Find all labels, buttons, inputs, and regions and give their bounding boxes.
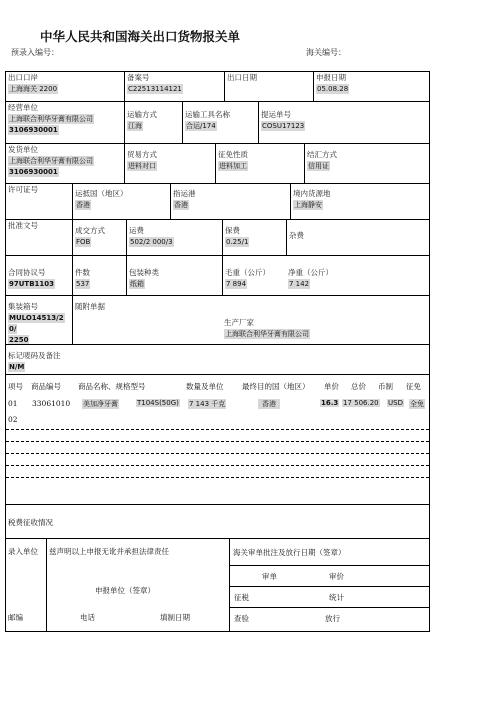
row-consignor <box>6 144 429 184</box>
pieces-cell: 件数 537 <box>72 256 126 295</box>
postcode-label: 邮编 <box>8 613 23 622</box>
goods-header-currency: 币制 <box>378 382 393 391</box>
price-review-label: 审价 <box>329 572 344 581</box>
source-value: 上海静安 <box>294 201 322 209</box>
goods-header-name: 商品名称、规格型号 <box>78 382 146 391</box>
tax-cell <box>6 505 429 538</box>
statistics-label: 统计 <box>329 593 344 602</box>
goods-row-item: 01 <box>8 399 18 408</box>
statement-text: 兹声明以上申报无讹并承担法律责任 <box>49 547 169 556</box>
consignor-code: 3106930001 <box>9 168 58 176</box>
tax-label: 税费征收情况 <box>8 518 53 527</box>
export-port-cell: 出口口岸 上海海关 2200 <box>8 73 58 93</box>
container-value-line3: 2250 <box>9 336 29 344</box>
goods-row-2-item: 02 <box>8 415 18 424</box>
row-weight <box>6 256 429 296</box>
consignor-value: 上海联合利华牙膏有限公司 <box>9 157 93 165</box>
dashed-separator <box>6 465 429 466</box>
goods-row-total: 17 506.20 <box>343 399 379 407</box>
net-value: 7 142 <box>289 280 310 288</box>
container-cell: 集装箱号 MULO14513/2 0/ 2250 <box>8 302 64 344</box>
review-row <box>230 566 429 587</box>
operator-cell: 经营单位 上海联合利华牙膏有限公司 3106930001 <box>8 103 93 134</box>
gross-value: 7 894 <box>226 280 247 288</box>
release-label: 放行 <box>325 614 340 623</box>
license-cell: 许可证号 <box>8 185 38 194</box>
approval-title-cell <box>230 539 429 566</box>
dest-port-cell: 指运港 香港 <box>170 184 290 219</box>
goods-row-1 <box>8 399 429 412</box>
declare-unit-label: 申报单位（签章） <box>95 586 155 595</box>
approval-title: 海关审单批注及放行日期（签章） <box>233 548 346 557</box>
record-no-cell: 备案号 C22513114121 <box>124 72 224 101</box>
trade-value: 进料对口 <box>128 162 156 170</box>
goods-row-spec: T104S(50G) <box>137 399 179 407</box>
insurance-value: 0.25/1 <box>226 238 249 246</box>
container-value-line2: 0/ <box>9 325 17 333</box>
goods-row-name: 美加净牙膏 <box>83 400 118 408</box>
goods-header-item: 项号 <box>8 382 23 391</box>
goods-row-qty: 7 143 千克 <box>189 400 226 408</box>
bl-value: COSU17123 <box>262 122 305 130</box>
tax-levy-label: 征税 <box>234 593 249 602</box>
inspection-row <box>230 608 429 631</box>
contract-value: 97UTB1103 <box>9 280 55 288</box>
transport-cell: 运输方式 江海 <box>124 102 182 143</box>
settlement-cell: 结汇方式 信用证 <box>304 144 429 183</box>
trade-cell: 贸易方式 进料对口 <box>124 144 215 183</box>
operator-code: 3106930001 <box>9 126 58 134</box>
misc-cell: 杂费 <box>286 220 429 255</box>
pieces-value: 537 <box>76 280 90 288</box>
declare-date-value: 05.08.28 <box>317 85 349 93</box>
declare-date-cell: 申报日期 05.08.28 <box>313 72 429 101</box>
goods-row-price: 16.3 <box>321 399 339 407</box>
record-no-value: C22513114121 <box>128 85 182 93</box>
transport-value: 江海 <box>128 122 142 130</box>
bl-cell: 提运单号 COSU17123 <box>258 102 429 143</box>
phone-label: 电话 <box>80 613 95 622</box>
goods-row-dest: 香港 <box>258 399 280 409</box>
dest-country-value: 香港 <box>76 201 90 209</box>
statement-cell <box>47 539 230 631</box>
export-port-value: 上海海关 2200 <box>9 85 58 93</box>
source-cell: 境内货源地 上海静安 <box>290 184 429 219</box>
operator-value: 上海联合利华牙膏有限公司 <box>9 115 93 123</box>
row-tax <box>6 505 429 539</box>
row-container <box>6 296 429 345</box>
goods-row-exempt: 全免 <box>410 400 424 408</box>
row-deal <box>6 220 429 256</box>
inspection-label: 查验 <box>234 614 249 623</box>
marks-cell: 标记唛码及备注 N/M <box>8 351 61 371</box>
net-cell: 净重（公斤） 7 142 <box>288 268 333 288</box>
gross-cell: 毛重（公斤） 7 894 <box>222 256 286 295</box>
consignor-cell: 发货单位 上海联合利华牙膏有限公司 3106930001 <box>8 145 93 176</box>
freight-cell: 运费 502/2 000/3 <box>126 220 222 255</box>
row-port <box>6 72 429 102</box>
row-operator <box>6 102 429 144</box>
goods-row-currency: USD <box>388 399 403 407</box>
contract-cell: 合同协议号 97UTB1103 <box>8 268 55 288</box>
pre-entry-no-label: 预录入编号： <box>11 48 59 57</box>
goods-row-code: 33061010 <box>32 399 71 408</box>
approval-no-cell: 批准文号 <box>8 221 38 230</box>
form-title: 中华人民共和国海关出口货物报关单 <box>40 29 241 44</box>
dest-country-cell: 运抵国（地区） 香港 <box>72 184 170 219</box>
exemption-value: 进料加工 <box>219 162 247 170</box>
container-value-line1: MULO14513/2 <box>9 314 64 322</box>
package-value: 纸箱 <box>130 280 144 288</box>
review-label: 审单 <box>262 572 277 581</box>
vessel-value: 合运/174 <box>186 122 216 130</box>
row-license <box>6 184 429 220</box>
docs-cell: 随附单据 <box>72 296 222 344</box>
bottom-block <box>6 539 429 631</box>
declaration-form <box>5 71 430 632</box>
package-cell: 包装种类 纸箱 <box>126 256 222 295</box>
tax-levy-row <box>230 587 429 608</box>
goods-header-qty: 数量及单位 <box>186 382 224 391</box>
manufacturer-value: 上海联合利华牙膏有限公司 <box>225 330 309 338</box>
dest-port-value: 香港 <box>174 201 188 209</box>
exemption-cell: 征免性质 进料加工 <box>215 144 304 183</box>
export-date-cell: 出口日期 <box>224 72 313 101</box>
vessel-cell: 运输工具名称 合运/174 <box>182 102 258 143</box>
goods-section <box>6 375 429 505</box>
dashed-separator <box>6 429 429 430</box>
goods-header-dest: 最终目的国（地区） <box>242 382 310 391</box>
goods-header-code: 商品编号 <box>31 382 61 391</box>
goods-header-price: 单价 <box>324 382 339 391</box>
customs-no-label: 海关编号： <box>306 48 346 57</box>
marks-value: N/M <box>9 363 25 371</box>
manufacturer-cell: 生产厂家 上海联合利华牙膏有限公司 <box>224 318 309 338</box>
deal-value: FOB <box>76 238 91 246</box>
deal-cell: 成交方式 FOB <box>72 220 126 255</box>
settlement-value: 信用证 <box>308 162 329 170</box>
row-marks <box>6 345 429 375</box>
goods-header-exempt: 征免 <box>406 382 421 391</box>
freight-value: 502/2 000/3 <box>130 238 173 246</box>
insurance-cell: 保费 0.25/1 <box>222 220 286 255</box>
entry-unit-label: 录入单位 <box>8 547 38 556</box>
dashed-separator <box>6 477 429 478</box>
goods-header-total: 总价 <box>351 382 366 391</box>
fill-date-label: 填制日期 <box>160 613 190 622</box>
dashed-separator <box>6 441 429 442</box>
dashed-separator <box>6 453 429 454</box>
